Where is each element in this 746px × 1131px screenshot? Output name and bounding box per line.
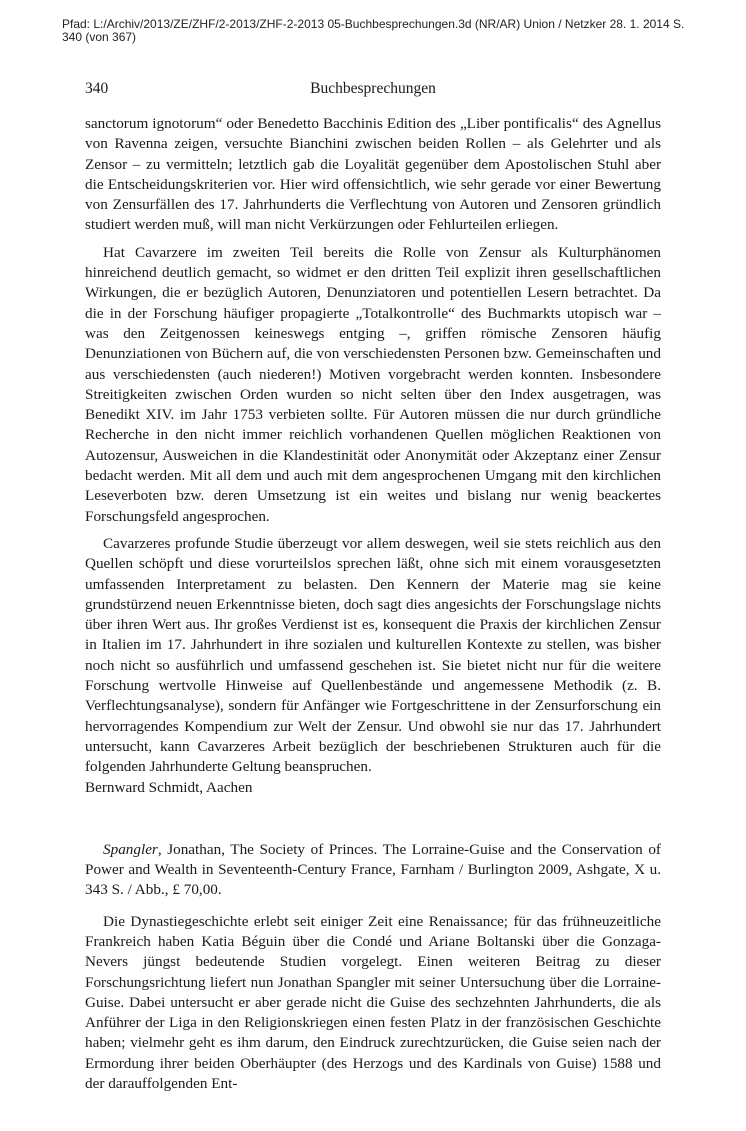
- page-header: [85, 80, 661, 102]
- paragraph-continuation: sanctorum ignotorum“ oder Benedetto Bacchinis Edition des „Liber pontificalis“ des Agnellus von Ravenna zeigen, versuchte Bianchini zwischen beiden Rollen – als Gelehrter und als Zensor – zu vermitteln; letztlich gab die Loyalität gegenüber dem Apostolischen Stuhl aber die Entscheidungskriterien vor. Hier wird offensichtlich, wie sehr gerade vor einer Bewertung von Zensurfällen des 17. Jahrhunderts die Verflechtung von Autoren und Zensoren gründlich studiert werden muß, will man nicht Verkürzungen oder Fehlurteilen erliegen.: [85, 115, 661, 234]
- reviewer-signature: Bernward Schmidt, Aachen: [85, 778, 253, 796]
- file-path-line: Pfad: L:/Archiv/2013/ZE/ZHF/2-2013/ZHF-2-2013 05-Buchbesprechungen.3d (NR/AR) Union / Netzker 28. 1. 2014 S. 340 (von 367): [62, 17, 685, 44]
- review-first-paragraph: Die Dynastiegeschichte erlebt seit einiger Zeit eine Renaissance; für das frühneuzeitliche Frankreich haben Katia Béguin über die Condé und Ariane Boltanski über die Gonzaga-Nevers jüngst bedeutende Studien vorgelegt. Einen weiteren Beitrag zu dieser Forschungsrichtung liefert nun Jonathan Spangler mit seiner Untersuchung über die Lorraine-Guise. Dabei untersucht er aber gerade nicht die Guise des sechzehnten Jahrhunderts, die als Anführer der Liga in den Religionskriegen einen festen Platz in der französischen Geschichte haben; vielmehr geht es ihm darum, den Eindruck zurechtzurücken, die Guise seien nach der Ermordung ihrer beiden Oberhäupter (des Herzogs und des Kardinals von Guise) 1588 und der darauffolgenden Ent-: [85, 912, 661, 1093]
- review-citation: [85, 840, 661, 901]
- running-title: Buchbesprechungen: [310, 80, 436, 97]
- book-citation: , Jonathan, The Society of Princes. The Lorraine-Guise and the Conservation of Power and Wealth in Seventeenth-Century France, Farnham / Burlington 2009, Ashgate, X u. 343 S. / Abb., £ 70,00.: [85, 840, 661, 899]
- page-number: 340: [85, 80, 109, 97]
- book-author-surname: Spangler: [103, 840, 158, 858]
- paragraph-conclusion: Cavarzeres profunde Studie überzeugt vor allem deswegen, weil sie stets reichlich aus den Quellen schöpft und diese vorurteilslos sprechen läßt, ohne sich mit einem vorausgesetzten umfassenden Interpretament zu belasten. Den Kennern der Materie mag sie keine grundstürzend neuen Erkenntnisse bieten, doch sagt dies angesichts der Forschungslage nichts über ihren Wert aus. Ihr großes Verdienst ist es, konsequent die Praxis der kirchlichen Zensur in Italien im 17. Jahrhundert in ihre sozialen und kulturellen Kontexte zu stellen, was bisher noch nicht so ausführlich und umfassend geschehen ist. Sie bietet nicht nur für die weitere Forschung wertvolle Hinweise auf Quellenbestände und angemessene Methodik (z. B. Verflechtungsanalyse), sondern für Anfänger wie Fortgeschrittene in der Zensurforschung ein hervorragendes Kompendium zur Welt der Zensur. Und obwohl sie nur das 17. Jahrhundert untersucht, kann Cavarzeres Arbeit bezüglich der beschriebenen Strukturen auch für die folgenden Jahrhunderte Geltung beanspruchen.: [85, 534, 661, 776]
- page-body: [85, 114, 661, 1094]
- paragraph-third-part: Hat Cavarzere im zweiten Teil bereits die Rolle von Zensur als Kulturphänomen hinreichend deutlich gemacht, so widmet er den dritten Teil explizit ihren gesellschaftlichen Wirkungen, die er bezüglich Autoren, Denunziatoren und potentiellen Lesern betrachtet. Da die in der Forschung häufiger propagierte „Totalkontrolle“ des Buchmarkts utopisch war – was den Zeitgenossen keineswegs entging –, griffen römische Zensoren häufig Denunziationen von Büchern auf, die von verschiedensten Personen bzw. Gemeinschaften und aus verschiedensten (auch niederen!) Motiven vorgebracht werden konnten. Insbesondere Streitigkeiten zwischen Orden wurden so nicht selten über den Index ausgetragen, was Benedikt XIV. im Jahr 1753 verbieten sollte. Für Autoren müssen die nur durch gründliche Recherche in den nicht immer reichlich vorhandenen Quellen möglichen Reaktionen von Autozensur, Ausweichen in die Klandestinität oder Anonymität oder Akzeptanz einer Zensur bedacht werden. Mit all dem und auch mit dem angesprochenen Umgang mit den kirchlichen Leseverboten bzw. deren Umsetzung ist ein weites und bislang nur wenig beackertes Forschungsfeld angesprochen.: [85, 243, 661, 525]
